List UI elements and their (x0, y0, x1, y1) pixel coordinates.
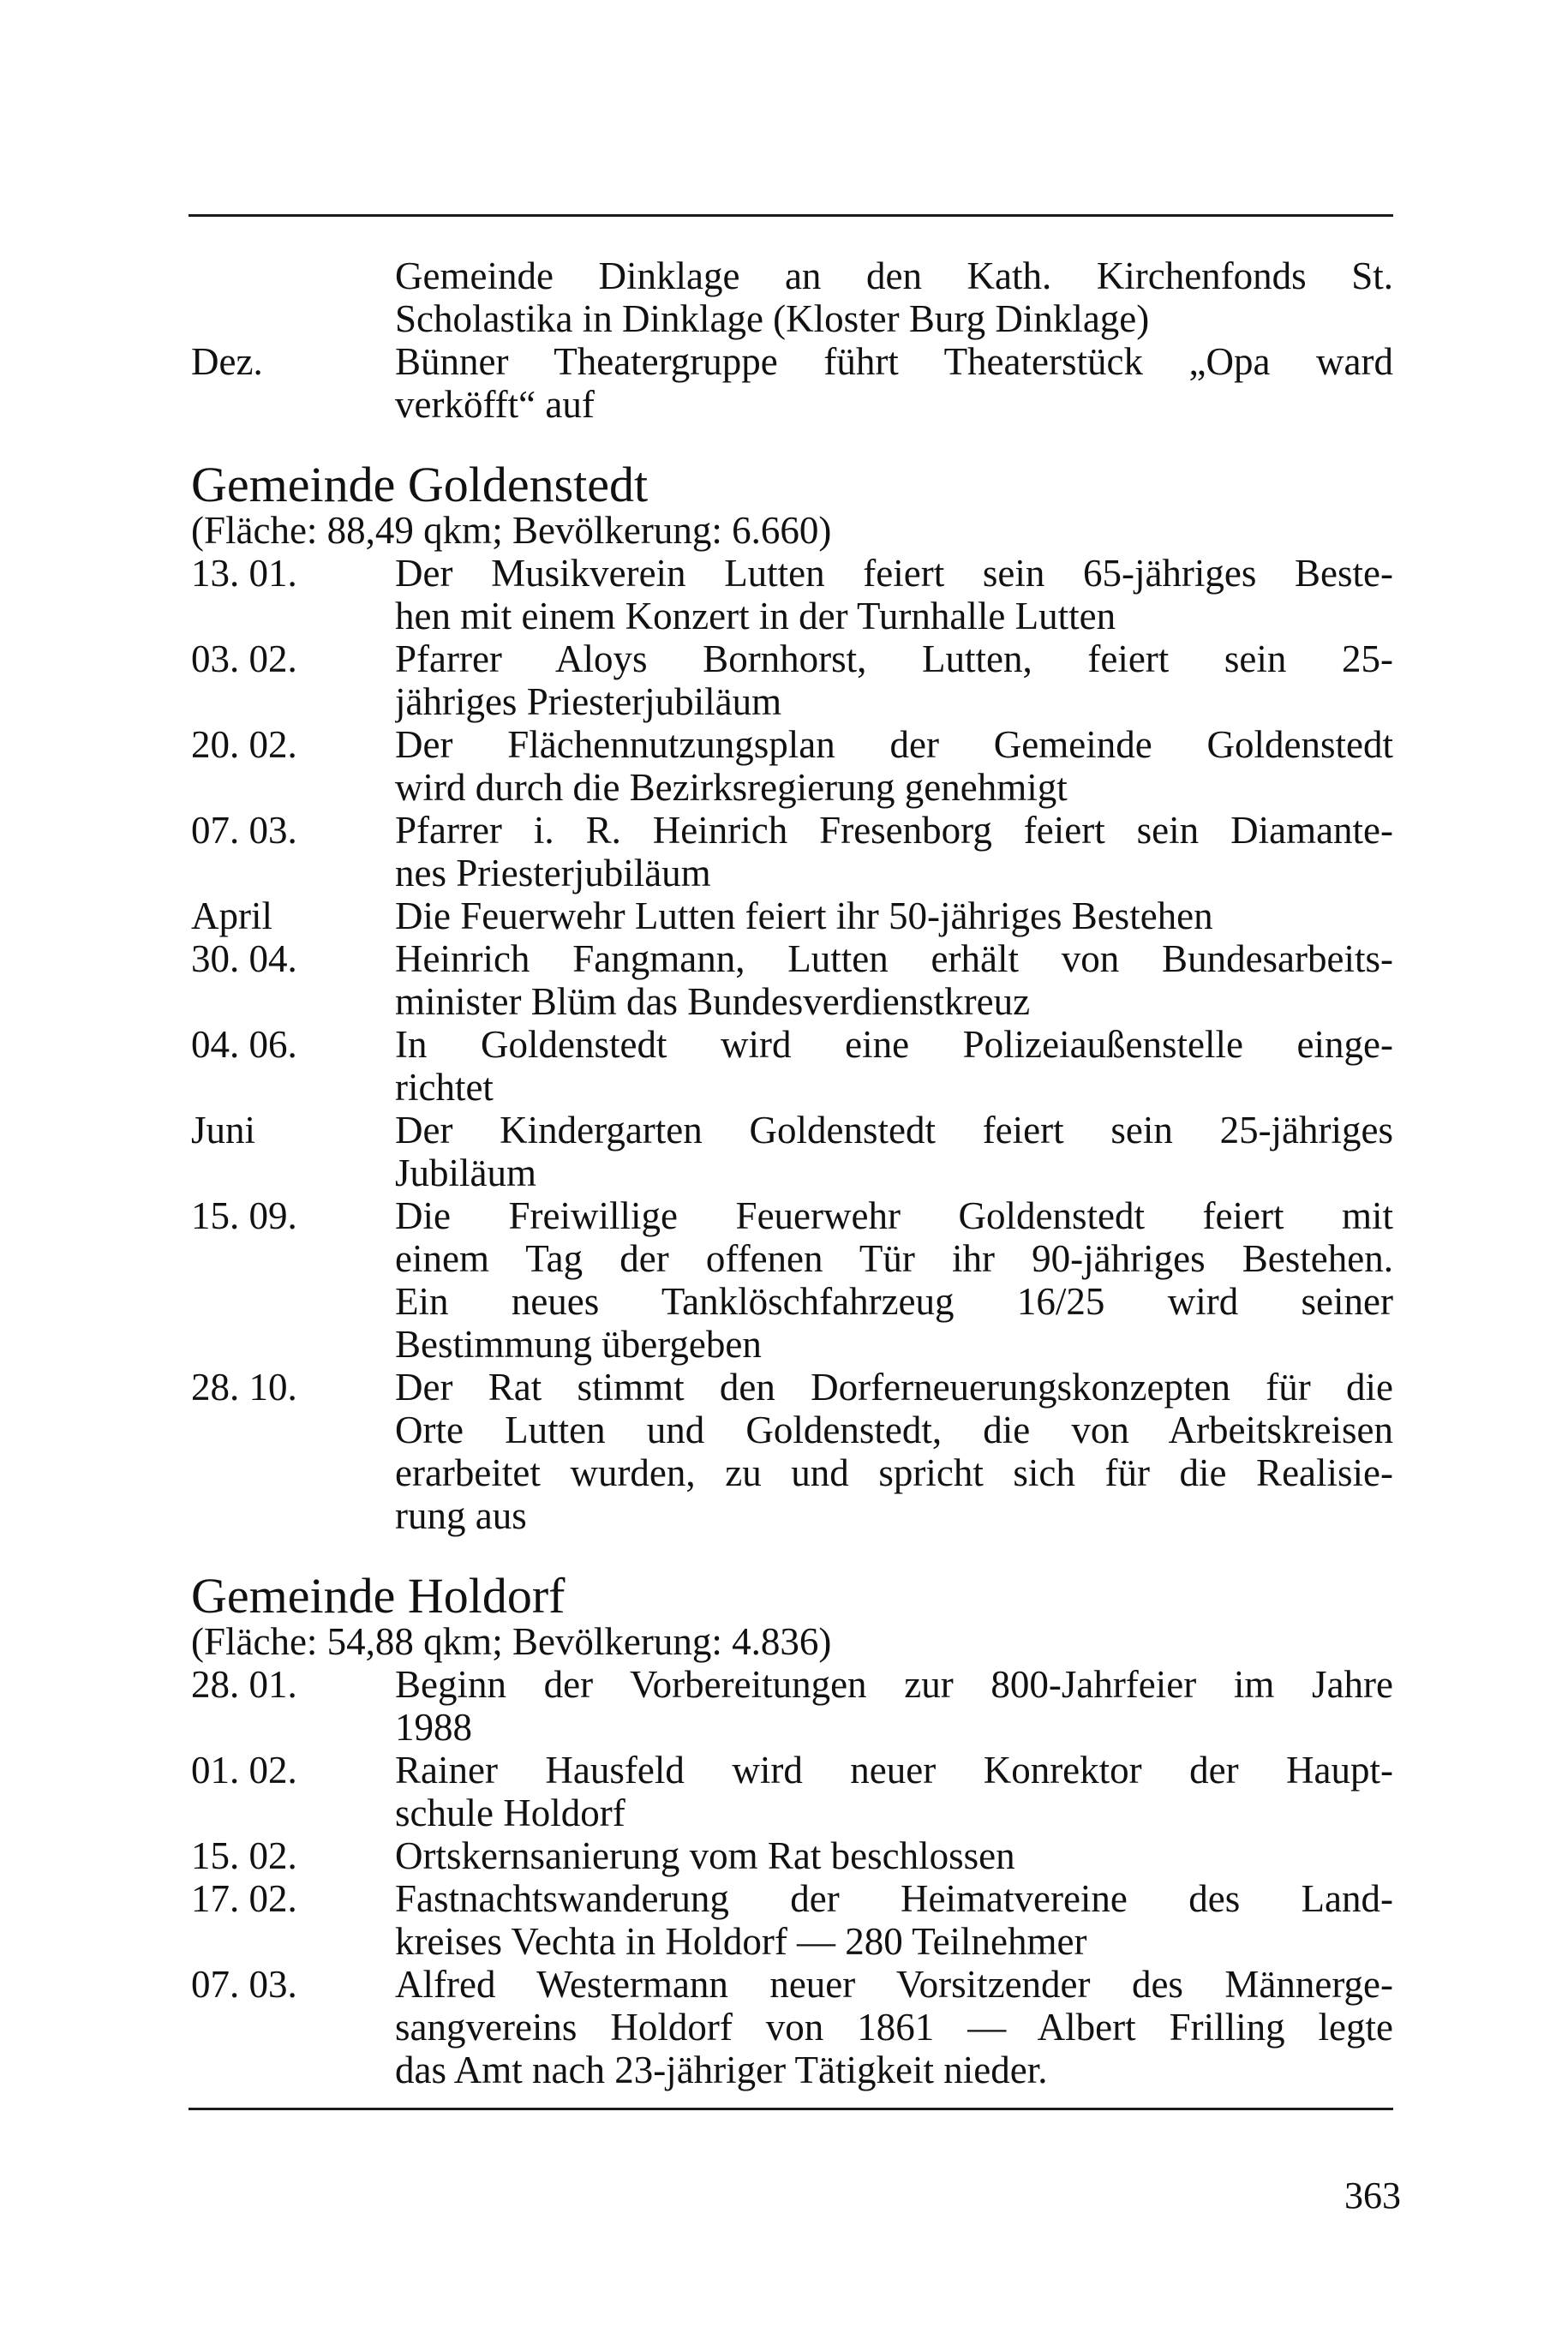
section-heading: Gemeinde Goldenstedt (191, 457, 649, 512)
entry-text-line: Bünner Theatergruppe führt Theaterstück „Opa ward (395, 340, 1393, 383)
page-number: 363 (1344, 2174, 1401, 2216)
chronicle-entry (191, 340, 1393, 426)
entry-text-line: Alfred Westermann neuer Vorsitzender des Männerge- (395, 1963, 1393, 2006)
entry-text-line: einem Tag der offenen Tür ihr 90-jähriges Bestehen. (395, 1237, 1393, 1280)
chronicle-entry (191, 1109, 1393, 1194)
entry-text-line: Ortskernsanierung vom Rat beschlossen (395, 1834, 1015, 1877)
entry-text-line: In Goldenstedt wird eine Polizeiaußenstelle einge- (395, 1023, 1393, 1066)
entry-date: 04. 06. (191, 1023, 297, 1066)
entry-text-line: Der Rat stimmt den Dorferneuerungskonzepten für die (395, 1366, 1393, 1409)
municipality-section (191, 457, 1393, 1537)
entry-date: 01. 02. (191, 1749, 297, 1792)
entry-text-line: Pfarrer i. R. Heinrich Fresenborg feiert sein Diamante- (395, 809, 1393, 852)
chronicle-entry (191, 809, 1393, 894)
bottom-rule (189, 2108, 1393, 2110)
entry-text-line: Beginn der Vorbereitungen zur 800-Jahrfeier im Jahre (395, 1663, 1393, 1706)
entry-text (395, 809, 1393, 894)
entry-text-line: Pfarrer Aloys Bornhorst, Lutten, feiert sein 25- (395, 637, 1393, 680)
entry-text (395, 1194, 1393, 1366)
entry-text-line: Jubiläum (395, 1152, 536, 1194)
entry-text-line: wird durch die Bezirksregierung genehmigt (395, 766, 1068, 809)
entry-text (395, 723, 1393, 809)
top-rule (189, 214, 1393, 217)
entry-text (395, 937, 1393, 1023)
entry-date: 13. 01. (191, 552, 297, 595)
entry-date: 28. 10. (191, 1366, 297, 1409)
entry-date: 15. 09. (191, 1194, 297, 1237)
entry-text (395, 1749, 1393, 1834)
entry-text-line: das Amt nach 23-jähriger Tätigkeit nieder. (395, 2049, 1048, 2091)
chronicle-entry (191, 937, 1393, 1023)
entry-text (395, 552, 1393, 637)
entry-text (395, 637, 1393, 723)
entry-text-line: minister Blüm das Bundesverdienstkreuz (395, 980, 1031, 1023)
entry-text-line: jähriges Priesterjubiläum (395, 680, 782, 723)
entry-text-line: Die Feuerwehr Lutten feiert ihr 50-jähriges Bestehen (395, 894, 1213, 937)
entry-date: Juni (191, 1109, 256, 1152)
entry-date: 03. 02. (191, 637, 297, 680)
chronicle-entry (191, 1834, 1393, 1877)
chronicle-entry (191, 552, 1393, 637)
section-heading: Gemeinde Holdorf (191, 1568, 566, 1624)
entry-text-line: richtet (395, 1066, 494, 1109)
entry-date: April (191, 894, 272, 937)
entry-text-line: Die Freiwillige Feuerwehr Goldenstedt feiert mit (395, 1194, 1393, 1237)
chronicle-entry (191, 1023, 1393, 1109)
entry-text-line: Scholastika in Dinklage (Kloster Burg Dinklage) (395, 297, 1150, 340)
entry-text-line: hen mit einem Konzert in der Turnhalle Lutten (395, 595, 1116, 637)
entry-text-line: erarbeitet wurden, zu und spricht sich für die Realisie- (395, 1451, 1393, 1494)
entry-text (395, 1663, 1393, 1749)
chronicle-entry (191, 1194, 1393, 1366)
entry-text-line: Fastnachtswanderung der Heimatvereine des Land- (395, 1877, 1393, 1920)
entry-text-line: schule Holdorf (395, 1792, 625, 1834)
entry-text (395, 1023, 1393, 1109)
entry-text-line: kreises Vechta in Holdorf — 280 Teilnehmer (395, 1920, 1087, 1963)
entry-date: 07. 03. (191, 1963, 297, 2006)
chronicle-entry (191, 1366, 1393, 1537)
chronicle-entry (191, 1877, 1393, 1963)
entry-date: 15. 02. (191, 1834, 297, 1877)
entry-text (395, 1834, 1393, 1877)
chronicle-content (191, 254, 1393, 2091)
entry-text (395, 1963, 1393, 2091)
entry-text-line: Der Kindergarten Goldenstedt feiert sein 25-jähriges (395, 1109, 1393, 1152)
entry-text-line: Der Flächennutzungsplan der Gemeinde Goldenstedt (395, 723, 1393, 766)
entry-date: 30. 04. (191, 937, 297, 980)
entry-text (395, 1877, 1393, 1963)
entry-text-line: nes Priesterjubiläum (395, 852, 711, 894)
entry-text-line: rung aus (395, 1494, 527, 1537)
entry-text-line: Ein neues Tanklöschfahrzeug 16/25 wird seiner (395, 1280, 1393, 1323)
entry-text (395, 254, 1393, 340)
chronicle-entry (191, 723, 1393, 809)
section-statistics: (Fläche: 54,88 qkm; Bevölkerung: 4.836) (191, 1620, 832, 1663)
entry-text-line: Orte Lutten und Goldenstedt, die von Arbeitskreisen (395, 1409, 1393, 1451)
entry-text (395, 1366, 1393, 1537)
entry-date: 28. 01. (191, 1663, 297, 1706)
chronicle-entry (191, 254, 1393, 340)
entry-text-line: Rainer Hausfeld wird neuer Konrektor der Haupt- (395, 1749, 1393, 1792)
entry-text-line: Bestimmung übergeben (395, 1323, 762, 1366)
entry-text (395, 1109, 1393, 1194)
entry-date: 17. 02. (191, 1877, 297, 1920)
entry-text-line: 1988 (395, 1706, 472, 1749)
entry-date: 07. 03. (191, 809, 297, 852)
entry-date: Dez. (191, 340, 263, 383)
chronicle-entry (191, 894, 1393, 937)
chronicle-entry (191, 637, 1393, 723)
chronicle-entry (191, 1749, 1393, 1834)
chronicle-entry (191, 1963, 1393, 2091)
section-statistics: (Fläche: 88,49 qkm; Bevölkerung: 6.660) (191, 509, 832, 552)
entry-text-line: Heinrich Fangmann, Lutten erhält von Bundesarbeits- (395, 937, 1393, 980)
entry-date: 20. 02. (191, 723, 297, 766)
entry-text (395, 894, 1393, 937)
entry-text (395, 340, 1393, 426)
entry-text-line: sangvereins Holdorf von 1861 — Albert Frilling legte (395, 2006, 1393, 2049)
chronicle-entry (191, 1663, 1393, 1749)
entry-text-line: verköfft“ auf (395, 383, 595, 426)
municipality-section (191, 1568, 1393, 2091)
entry-text-line: Der Musikverein Lutten feiert sein 65-jähriges Beste- (395, 552, 1393, 595)
entry-text-line: Gemeinde Dinklage an den Kath. Kirchenfonds St. (395, 254, 1393, 297)
